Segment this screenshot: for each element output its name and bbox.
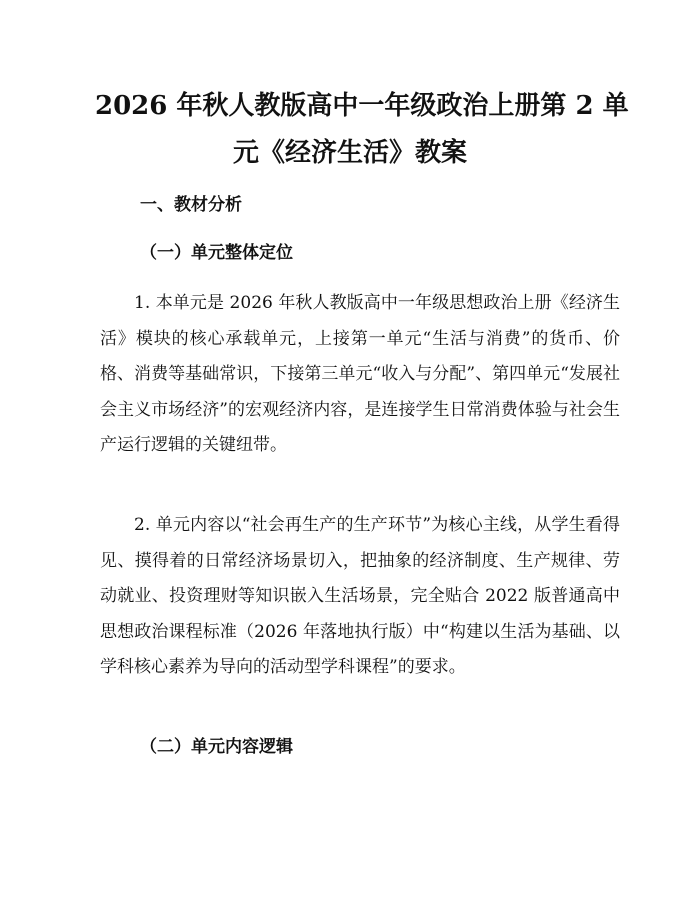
paragraph-2: 2. 单元内容以“社会再生产的生产环节”为核心主线，从学生看得见、摸得着的日常经济场景切入，把抽象的经济制度、生产规律、劳动就业、投资理财等知识嵌入生活场景，完全贴合 2022 版普通高中思想政治课程标准（2026 年落地执行版）中“构建以生活为基础、以学科核心素养为导向的活动型学科课程”的要求。	[100, 515, 620, 677]
subsection-heading-unit-content-logic: （二）单元内容逻辑	[140, 737, 293, 757]
document-title-line-2: 元《经济生活》教案	[232, 138, 467, 168]
subsection-heading-unit-positioning: （一）单元整体定位	[140, 243, 293, 263]
section-heading-textbook-analysis: 一、教材分析	[140, 195, 242, 215]
paragraph-1: 1. 本单元是 2026 年秋人教版高中一年级思想政治上册《经济生活》模块的核心承载单元，上接第一单元“生活与消费”的货币、价格、消费等基础常识，下接第三单元“收入与分配”、第四单元“发展社会主义市场经济”的宏观经济内容，是连接学生日常消费体验与社会生产运行逻辑的关键纽带。	[100, 293, 620, 455]
document-title-line-1: 2026 年秋人教版高中一年级政治上册第 2 单	[95, 91, 629, 121]
